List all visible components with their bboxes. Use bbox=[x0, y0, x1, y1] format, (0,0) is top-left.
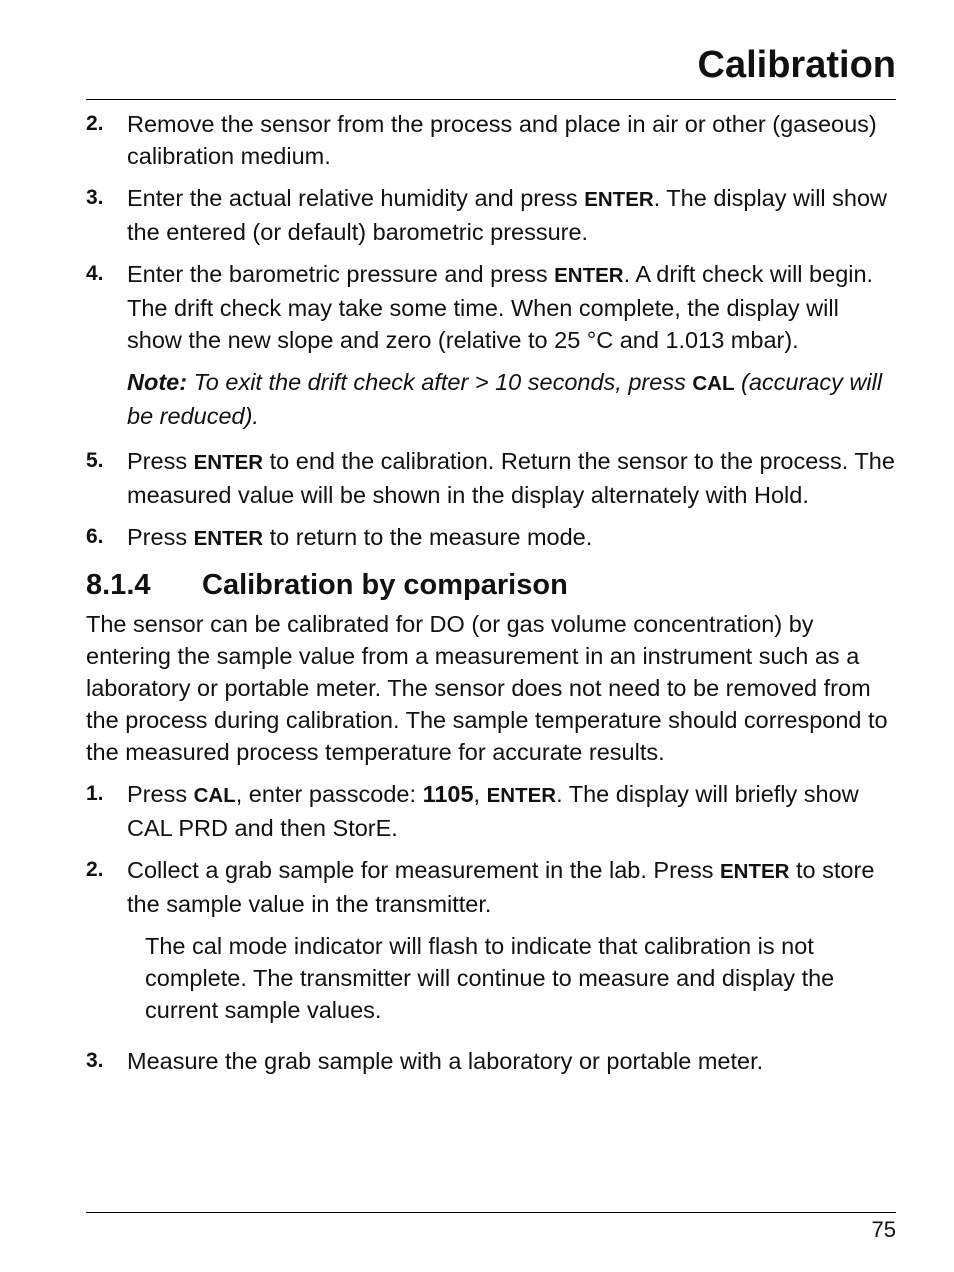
section-number: 8.1.4 bbox=[86, 569, 151, 601]
step-text: Measure the grab sample with a laboratory or portable meter. bbox=[127, 1048, 764, 1074]
key-enter: ENTER bbox=[720, 860, 790, 883]
step-grab-sample bbox=[86, 854, 896, 920]
step-text: Collect a grab sample for measurement in the lab. Press bbox=[127, 857, 720, 883]
step-text: , bbox=[473, 781, 487, 807]
note-text: (accuracy will be reduced). bbox=[127, 369, 883, 429]
key-enter: ENTER bbox=[193, 527, 264, 550]
step-text: . The display will show the entered (or default) barometric pressure. bbox=[127, 185, 888, 245]
page-number: 75 bbox=[871, 1217, 896, 1242]
step-number: 4. bbox=[86, 262, 104, 285]
section-intro: The sensor can be calibrated for DO (or gas volume concentration) by entering the sample value from a measurement in an instrument such as a laboratory or portable meter. The sensor does not need to be removed from the process during calibration. The sample temperature should correspond to the measured process temperature for accurate results. bbox=[86, 611, 888, 765]
step-text: to store the sample value in the transmitter. bbox=[127, 857, 875, 917]
step-text: Enter the barometric pressure and press bbox=[127, 261, 555, 287]
section-title: Calibration by comparison bbox=[202, 569, 568, 601]
footer-rule bbox=[86, 1212, 896, 1213]
step-number: 2. bbox=[86, 112, 104, 135]
step-number: 1. bbox=[86, 782, 104, 805]
step-text: , enter passcode: bbox=[235, 781, 423, 807]
section-heading bbox=[86, 567, 896, 603]
note-label: Note: bbox=[127, 369, 188, 395]
key-enter: ENTER bbox=[584, 188, 654, 211]
note-text: To exit the drift check after > 10 seconds, press bbox=[187, 369, 693, 395]
page-title: Calibration bbox=[697, 44, 896, 86]
key-enter: ENTER bbox=[193, 451, 264, 474]
step-number: 5. bbox=[86, 449, 104, 472]
step-number: 3. bbox=[86, 1049, 104, 1072]
step-text: Enter the actual relative humidity and press bbox=[127, 185, 585, 211]
step-number: 2. bbox=[86, 858, 104, 881]
key-cal: CAL bbox=[692, 372, 735, 395]
step-enter-humidity bbox=[86, 182, 896, 248]
step-text: . The display will briefly show CAL PRD and then StorE. bbox=[127, 781, 859, 841]
header-rule bbox=[86, 99, 896, 100]
step-remove-sensor bbox=[86, 108, 896, 172]
step-text: Press bbox=[127, 448, 194, 474]
step-text: to end the calibration. Return the sensor to the process. The measured value will be shown in the display alternately with Hold. bbox=[127, 448, 895, 508]
step-text: Press bbox=[127, 524, 194, 550]
passcode: 1105 bbox=[422, 781, 474, 807]
step-end-calibration bbox=[86, 445, 896, 511]
step-text: to return to the measure mode. bbox=[263, 524, 593, 550]
step-text: . A drift check will begin. The drift check may take some time. When complete, the display will show the new slope and zero (relative to 25 °C and 1.013 mbar). bbox=[127, 261, 874, 353]
page-content bbox=[86, 108, 896, 1087]
step-enter-pressure bbox=[86, 258, 896, 356]
key-cal: CAL bbox=[193, 784, 236, 807]
key-enter: ENTER bbox=[486, 784, 557, 807]
step-number: 3. bbox=[86, 186, 104, 209]
drift-check-note bbox=[127, 366, 896, 432]
step-press-cal bbox=[86, 778, 896, 844]
step-number: 6. bbox=[86, 525, 104, 548]
key-enter: ENTER bbox=[554, 264, 624, 287]
cal-mode-indicator-paragraph: The cal mode indicator will flash to indicate that calibration is not complete. The transmitter will continue to measure and display the current sample values. bbox=[145, 933, 835, 1023]
step-measure-grab-sample bbox=[86, 1045, 896, 1077]
step-return-measure bbox=[86, 521, 896, 555]
step-text: Remove the sensor from the process and place in air or other (gaseous) calibration medium. bbox=[127, 111, 877, 169]
step-text: Press bbox=[127, 781, 194, 807]
